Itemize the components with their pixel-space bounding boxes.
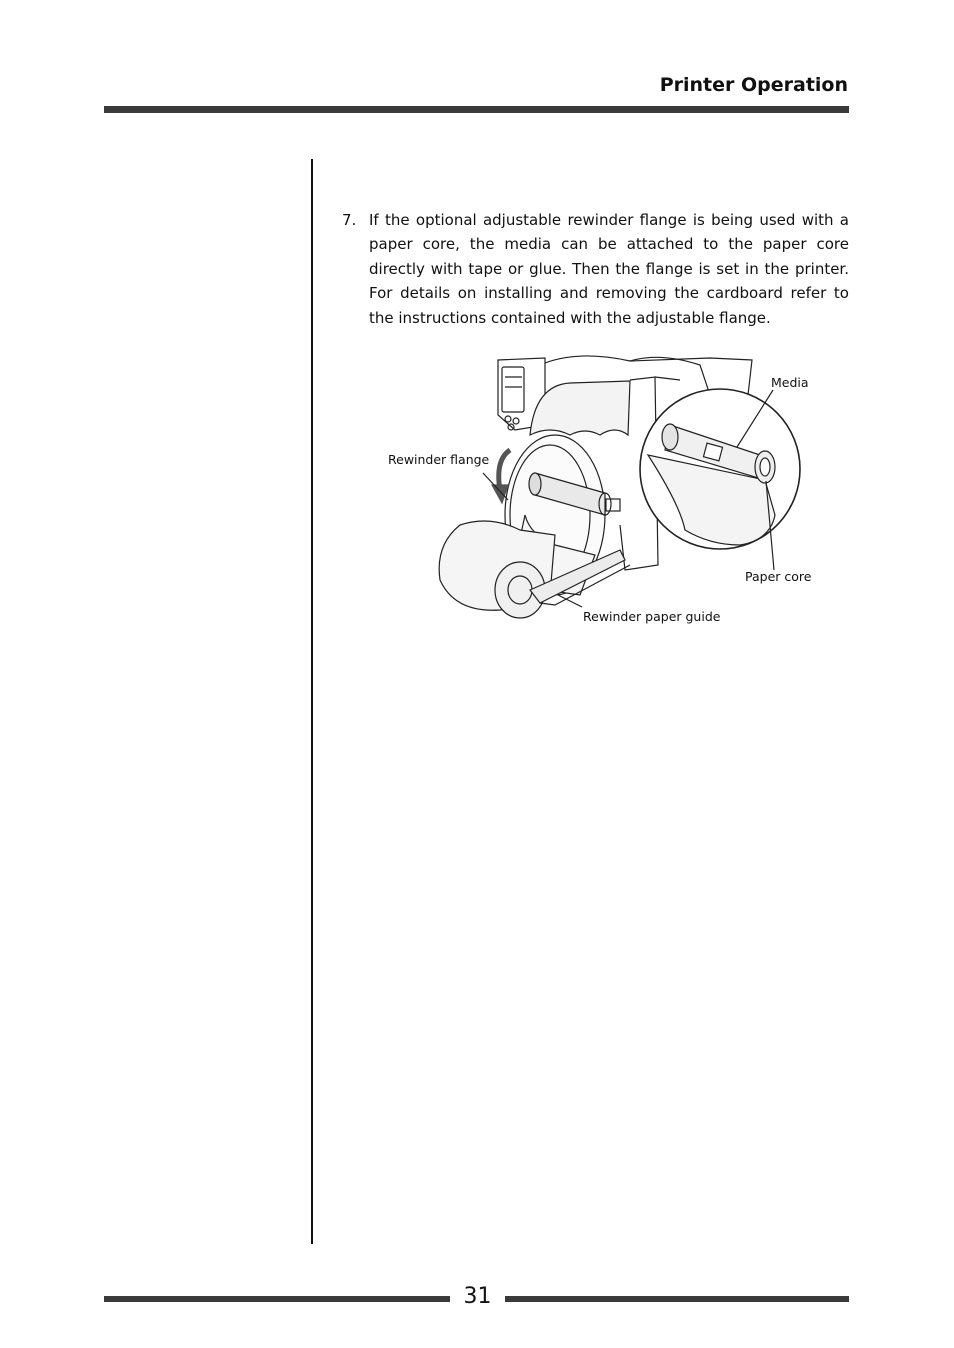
step-7 xyxy=(342,208,849,330)
footer-rule-right xyxy=(505,1296,849,1302)
header-title: Printer Operation xyxy=(659,74,848,96)
printer-illustration xyxy=(380,355,820,635)
header-rule xyxy=(104,106,849,113)
step-number: 7. xyxy=(342,211,357,229)
callout-rewinder-flange: Rewinder flange xyxy=(388,452,490,467)
printer-rewinder-illustration xyxy=(380,355,820,635)
step-text: If the optional adjustable rewinder flange is being used with a paper core, the media can be attached to the paper core directly with tape or glue. Then the flange is set in the printer. For details on installing and removing the cardboard refer to the instructions contained with the adjustable flange. xyxy=(369,211,849,327)
callout-paper-core: Paper core xyxy=(745,569,812,584)
footer-rule-left xyxy=(104,1296,450,1302)
callout-rewinder-paper-guide: Rewinder paper guide xyxy=(583,609,721,624)
side-rule xyxy=(311,159,313,1244)
callout-media: Media xyxy=(771,375,809,390)
page-number: 31 xyxy=(463,1284,492,1309)
